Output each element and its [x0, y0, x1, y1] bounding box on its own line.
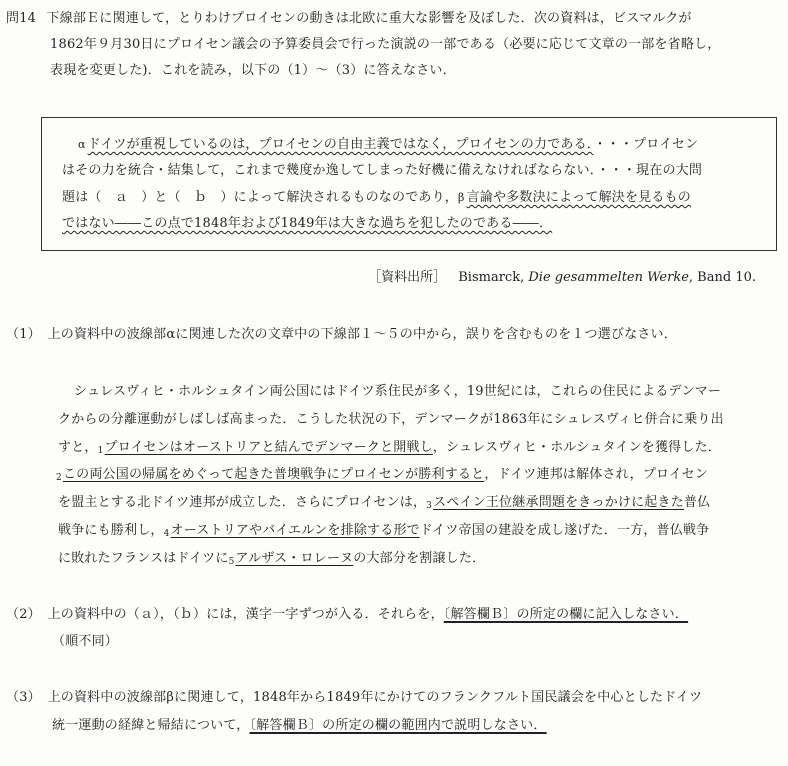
wavy-beta-text: 言論や多数決によって解決を見るもの	[466, 190, 691, 205]
underline-number-3: 3	[426, 501, 433, 511]
underline-2: この両公国の帰属をめぐって起きた普墺戦争にプロイセンが勝利すると	[62, 467, 485, 482]
q1-text-line-6	[58, 521, 709, 544]
question-number: 問14	[6, 11, 37, 26]
source-line-1	[78, 135, 698, 155]
q2-pre: （2） 上の資料中の（ａ），（ｂ）には，漢字一字ずつが入る．それらを，	[6, 607, 444, 622]
question-intro-line-2: 1862年９月30日にプロイセン議会の予算委員会で行った演説の一部である（必要に応じて文章の一部を省略し，	[50, 37, 721, 52]
citation	[368, 266, 756, 285]
q1-l6-pre: 戦争にも勝利し，	[58, 523, 164, 538]
q2-prompt	[6, 605, 688, 625]
q1-l3-pre: すと，	[58, 440, 98, 455]
q2-note: （順不同）	[52, 634, 119, 649]
q1-l3-post: ，シュレスヴィヒ・ホルシュタインを獲得した．	[432, 440, 721, 455]
q1-text-line-3	[58, 438, 721, 461]
q2-answer-instruction: 〔解答欄Ｂ〕の所定の欄に記入しなさい．	[443, 607, 689, 622]
underline-5: アルザス・ロレーヌ	[235, 551, 354, 566]
underline-number-5: 5	[228, 557, 235, 567]
wavy-beta-text-cont: ではない――この点で1848年および1849年は大きな過ちを犯したのである――．	[62, 216, 553, 231]
q1-text-line-2: クからの分離運動がしばしば高まった．こうした状況の下，デンマークが1863年にシュレスヴィヒ併合に乗り出	[58, 412, 724, 427]
question-intro-line-3: 表現を変更した)．これを読み，以下の（1）～（3）に答えなさい．	[50, 63, 456, 78]
underline-1: プロイセンはオーストリアと結んでデンマークと開戦し	[104, 440, 433, 455]
source-line-3	[62, 188, 691, 208]
q1-text-line-4	[56, 465, 708, 488]
underline-number-1: 1	[97, 446, 104, 456]
q3-answer-instruction: 〔解答欄Ｂ〕の所定の欄の範囲内で説明しなさい．	[249, 718, 547, 733]
q1-text-line-7	[58, 549, 485, 572]
q1-l5-post: 普仏	[683, 495, 711, 510]
q1-l6-post: ドイツ帝国の建設を成し遂げた．一方，普仏戦争	[419, 523, 710, 538]
underline-3: スペイン王位継承問題をきっかけに起きた	[433, 495, 684, 510]
q1-l5-pre: を盟主とする北ドイツ連邦が成立した．さらにプロイセンは，	[58, 495, 427, 510]
citation-author: Bismarck,	[458, 270, 525, 285]
underline-4: オーストリアやバイエルンを排除する形で	[170, 523, 420, 538]
q1-l7-post: の大部分を割譲した．	[353, 551, 486, 566]
wavy-alpha-text: ドイツが重視しているのは，プロイセンの自由主義ではなく，プロイセンの力である．	[87, 137, 594, 152]
underline-number-2: 2	[56, 473, 62, 483]
q1-l4-post: ，ドイツ連邦は解体され，プロイセン	[484, 467, 709, 482]
question-intro-line-1	[6, 9, 692, 29]
citation-title: Die gesammelten Werke	[528, 270, 689, 285]
alpha-marker: α	[78, 138, 86, 151]
q3-prompt-line-2	[52, 716, 547, 736]
source-line-3-pre: 題は（ ａ ）と（ ｂ ）によって解決されるものなのであり，	[62, 190, 459, 205]
q1-text-line-5	[58, 493, 710, 516]
source-line-1-rest: ・・・プロイセン	[593, 137, 699, 152]
citation-volume: , Band 10.	[688, 270, 756, 285]
beta-marker: β	[458, 191, 465, 204]
citation-label: ［資料出所］	[368, 270, 447, 285]
intro-text-1: 下線部Ｅに関連して，とりわけプロイセンの動きは北欧に重大な影響を及ぼした．次の資料は，ビスマルクが	[46, 11, 692, 26]
q1-l7-pre: に敗れたフランスはドイツに	[58, 551, 229, 566]
source-line-4	[62, 214, 552, 234]
q3-prompt-line-1: （3） 上の資料中の波線部βに関連して，1848年から1849年にかけてのフランクフルト国民議会を中心としたドイツ	[6, 690, 703, 705]
q3-pre: 統一運動の経緯と帰結について，	[52, 718, 250, 733]
q1-prompt: （1） 上の資料中の波線部αに関連した次の文章中の下線部１～５の中から，誤りを含むものを１つ選びなさい．	[6, 327, 677, 342]
source-line-2: はその力を統合・結集して，これまで幾度か逸してしまった好機に備えなければならない．・・・現在の大問	[62, 163, 703, 178]
underline-number-4: 4	[163, 529, 170, 539]
q1-text-line-1: シュレスヴィヒ・ホルシュタイン両公国にはドイツ系住民が多く，19世紀には，これらの住民によるデンマー	[74, 384, 722, 399]
